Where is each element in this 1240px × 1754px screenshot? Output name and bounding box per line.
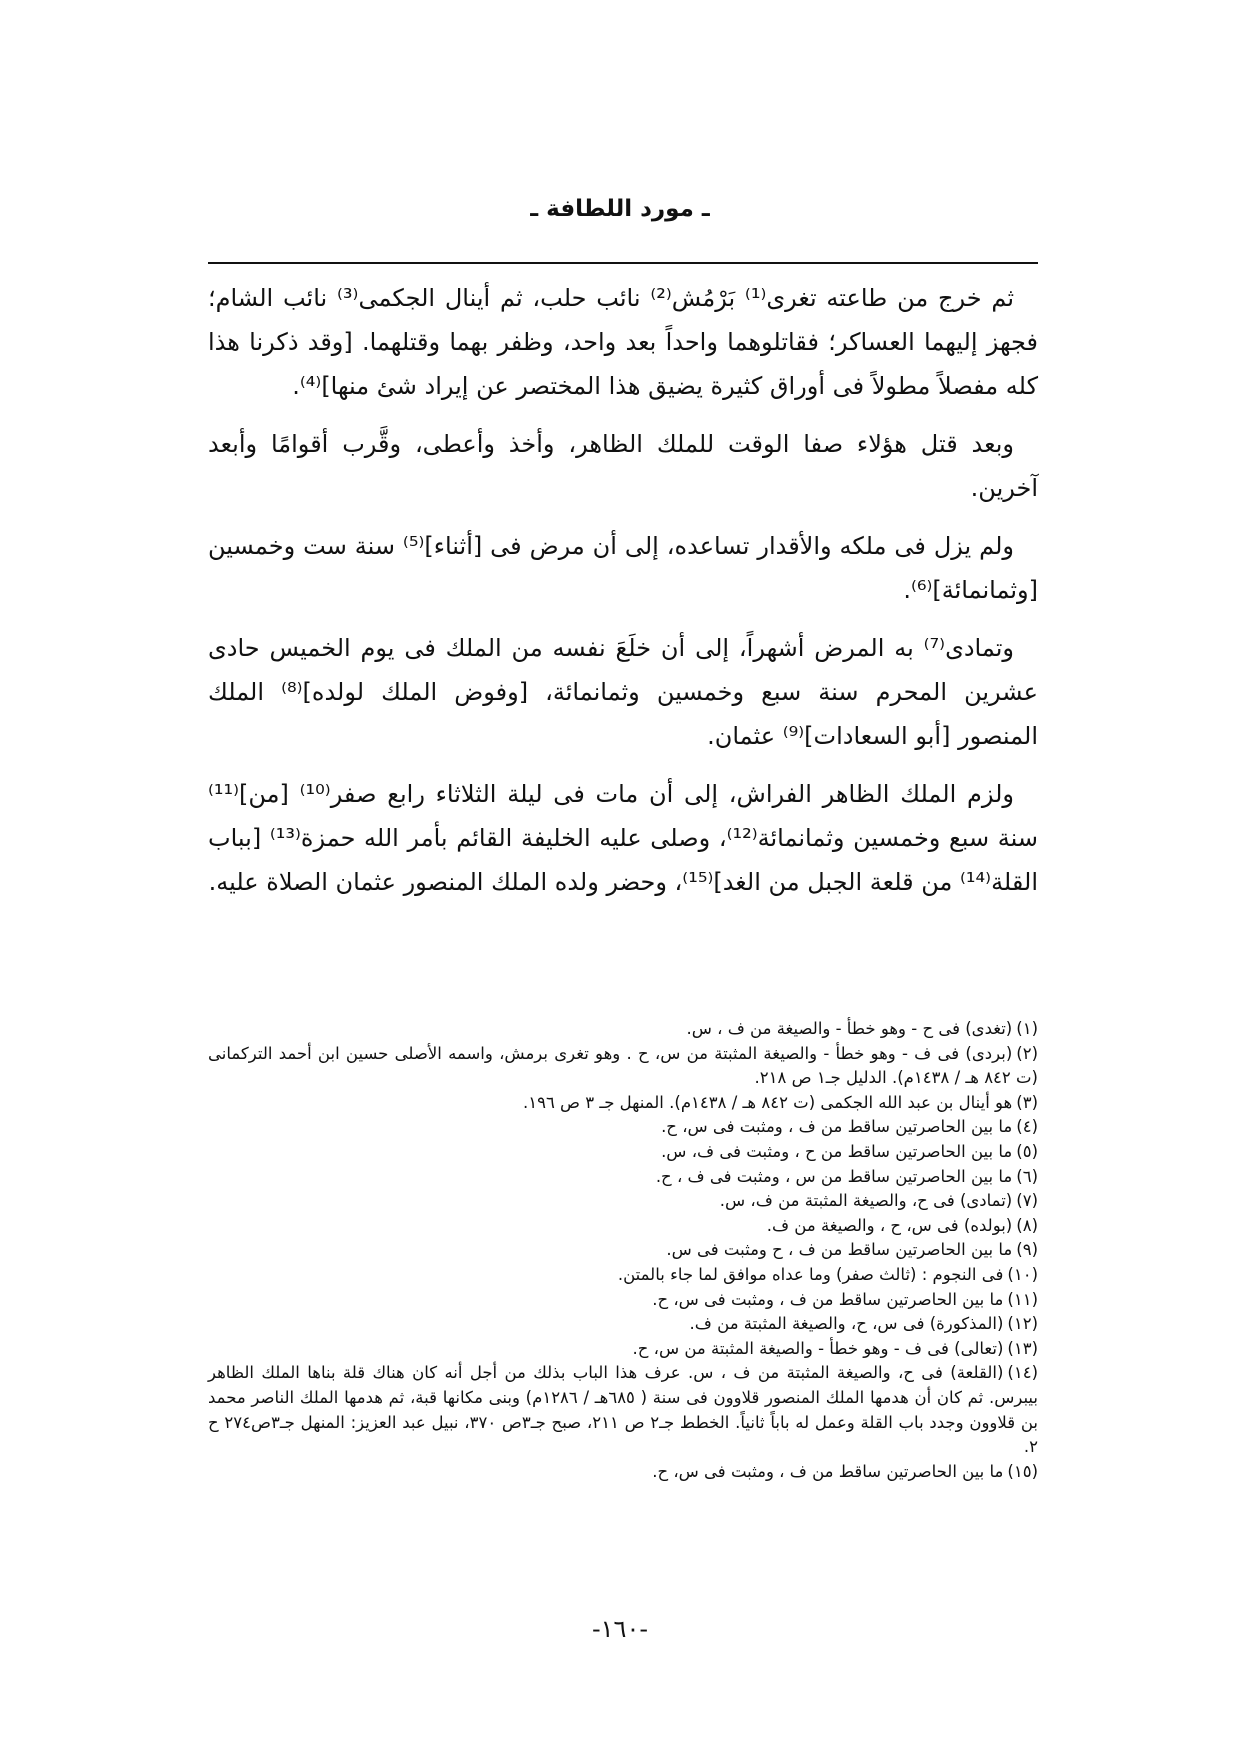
footnote <box>208 1263 1038 1288</box>
footnote-text: ما بين الحاصرتين ساقط من ف ، ومثبت فى س، ح. <box>652 1461 1004 1481</box>
footnote-number: (٦) <box>1016 1166 1038 1186</box>
running-header: ـ مورد اللطافة ـ <box>530 196 710 222</box>
footnote-number: (١٤) <box>1007 1363 1038 1383</box>
footnote <box>208 1337 1038 1362</box>
footnote-number: (١١) <box>1007 1289 1038 1309</box>
paragraph: وتمادى⁽⁷⁾ به المرض أشهراً، إلى أن خلَعَ نفسه من الملك فى يوم الخميس حادى عشرين المحرم سنة سبع وخمسين وثمانمائة، [وفوض الملك لولده]⁽⁸⁾ الملك المنصور [أبو السعادات]⁽⁹⁾ عثمان. <box>208 634 1039 750</box>
footnote <box>208 1460 1038 1485</box>
footnote-text: فى النجوم : (ثالث صفر) وما عداه موافق لما جاء بالمتن. <box>617 1264 1004 1284</box>
footnote-text: ما بين الحاصرتين ساقط من ح ، ومثبت فى ف، س. <box>661 1141 1013 1161</box>
footnote-text: (تمادى) فى ح، والصيغة المثبتة من ف، س. <box>719 1191 1013 1211</box>
footnote-number: (٧) <box>1016 1191 1038 1211</box>
footnote <box>208 1214 1038 1239</box>
footnote-number: (١٢) <box>1007 1314 1038 1334</box>
footnote-text: (المذكورة) فى س، ح، والصيغة المثبتة من ف. <box>689 1314 1004 1334</box>
footnote <box>208 1288 1038 1313</box>
footnote-text: (بولده) فى س، ح ، والصيغة من ف. <box>766 1215 1013 1235</box>
footnote <box>208 1140 1038 1165</box>
paragraph: ولم يزل فى ملكه والأقدار تساعده، إلى أن مرض فى [أثناء]⁽⁵⁾ سنة ست وخمسين [وثمانمائة]⁽⁶⁾. <box>208 532 1038 604</box>
footnote <box>208 1042 1038 1091</box>
footnote-text: ما بين الحاصرتين ساقط من س ، ومثبت فى ف ، ح. <box>655 1166 1013 1186</box>
header-rule <box>208 262 1038 264</box>
footnote-text: (تغدى) فى ح - وهو خطأ - والصيغة من ف ، س. <box>686 1019 1013 1038</box>
footnote <box>208 1091 1038 1116</box>
footnote-text: ما بين الحاصرتين ساقط من ف ، ح ومثبت فى س. <box>666 1240 1013 1260</box>
footnote-number: (١٣) <box>1007 1338 1038 1358</box>
footnote-number: (١) <box>1016 1019 1038 1038</box>
footnotes <box>208 1017 1038 1484</box>
footnote <box>208 1361 1038 1459</box>
footnote-number: (١٥) <box>1007 1461 1038 1481</box>
footnote <box>208 1238 1038 1263</box>
paragraph: وبعد قتل هؤلاء صفا الوقت للملك الظاهر، وأخذ وأعطى، وقَّرب أقوامًا وأبعد آخرين. <box>208 430 1038 502</box>
paragraph: ثم خرج من طاعته تغرى⁽¹⁾ بَرْمُش⁽²⁾ نائب حلب، ثم أينال الجكمى⁽³⁾ نائب الشام؛ فجهز إليهما العساكر؛ فقاتلوهما واحداً بعد واحد، وظفر بهما وقتلهما. [وقد ذكرنا هذا كله مفصلاً مطولاً فى أوراق كثيرة يضيق هذا المختصر عن إيراد شئ منها]⁽⁴⁾. <box>208 284 1038 400</box>
footnote <box>208 1165 1038 1190</box>
footnote-text: ما بين الحاصرتين ساقط من ف ، ومثبت فى س، ح. <box>652 1289 1004 1309</box>
footnote-text: ما بين الحاصرتين ساقط من ف ، ومثبت فى س، ح. <box>661 1117 1013 1137</box>
footnote <box>208 1017 1038 1042</box>
footnote-text: (تعالى) فى ف - وهو خطأ - والصيغة المثبتة من س، ح. <box>632 1338 1004 1358</box>
footnote-number: (٢) <box>1016 1043 1038 1063</box>
footnote-text: هو أينال بن عبد الله الجكمى (ت ٨٤٢ هـ / ١٤٣٨م). المنهل جـ ٣ ص ١٩٦. <box>522 1092 1013 1112</box>
footnote <box>208 1189 1038 1214</box>
footnote-number: (١٠) <box>1007 1264 1038 1284</box>
footnote-number: (٤) <box>1016 1117 1038 1137</box>
footnote-number: (٥) <box>1016 1141 1038 1161</box>
main-text <box>208 276 1038 918</box>
page-number: -١٦٠- <box>591 1615 648 1643</box>
footnote-number: (٣) <box>1016 1092 1038 1112</box>
footnote-text: (بردى) فى ف - وهو خطأ - والصيغة المثبتة من س، ح . وهو تغرى برمش، واسمه الأصلى حسين ابن أحمد التركمانى (ت ٨٤٢ هـ / ١٤٣٨م). الدليل جـ١ ص ٢١٨. <box>208 1043 1038 1088</box>
footnote <box>208 1115 1038 1140</box>
footnote-text: (القلعة) فى ح، والصيغة المثبتة من ف ، س. عرف هذا الباب بذلك من أجل أنه كان هناك قلة بناها الملك الظاهر بيبرس. ثم كان أن هدمها الملك المنصور قلاوون فى سنة ( ٦٨٥هـ / ١٢٨٦م) وبنى مكانها قبة، ثم هدمها الملك الناصر محمد بن قلاوون وجدد باب القلة وعمل له باباً ثانياً. الخطط جـ٢ ص ٢١١، صبح جـ٣ص ٣٧٠، نبيل عبد العزيز: المنهل جـ٣ص٢٧٤ ح ٢. <box>208 1363 1039 1457</box>
paragraph: ولزم الملك الظاهر الفراش، إلى أن مات فى ليلة الثلاثاء رابع صفر⁽¹⁰⁾ [من]⁽¹¹⁾ سنة سبع وخمسين وثمانمائة⁽¹²⁾، وصلى عليه الخليفة القائم بأمر الله حمزة⁽¹³⁾ [بباب القلة⁽¹⁴⁾ من قلعة الجبل من الغد]⁽¹⁵⁾، وحضر ولده الملك المنصور عثمان الصلاة عليه. <box>208 780 1038 896</box>
footnote <box>208 1312 1038 1337</box>
footnote-number: (٨) <box>1016 1215 1038 1235</box>
footnote-number: (٩) <box>1016 1240 1038 1260</box>
